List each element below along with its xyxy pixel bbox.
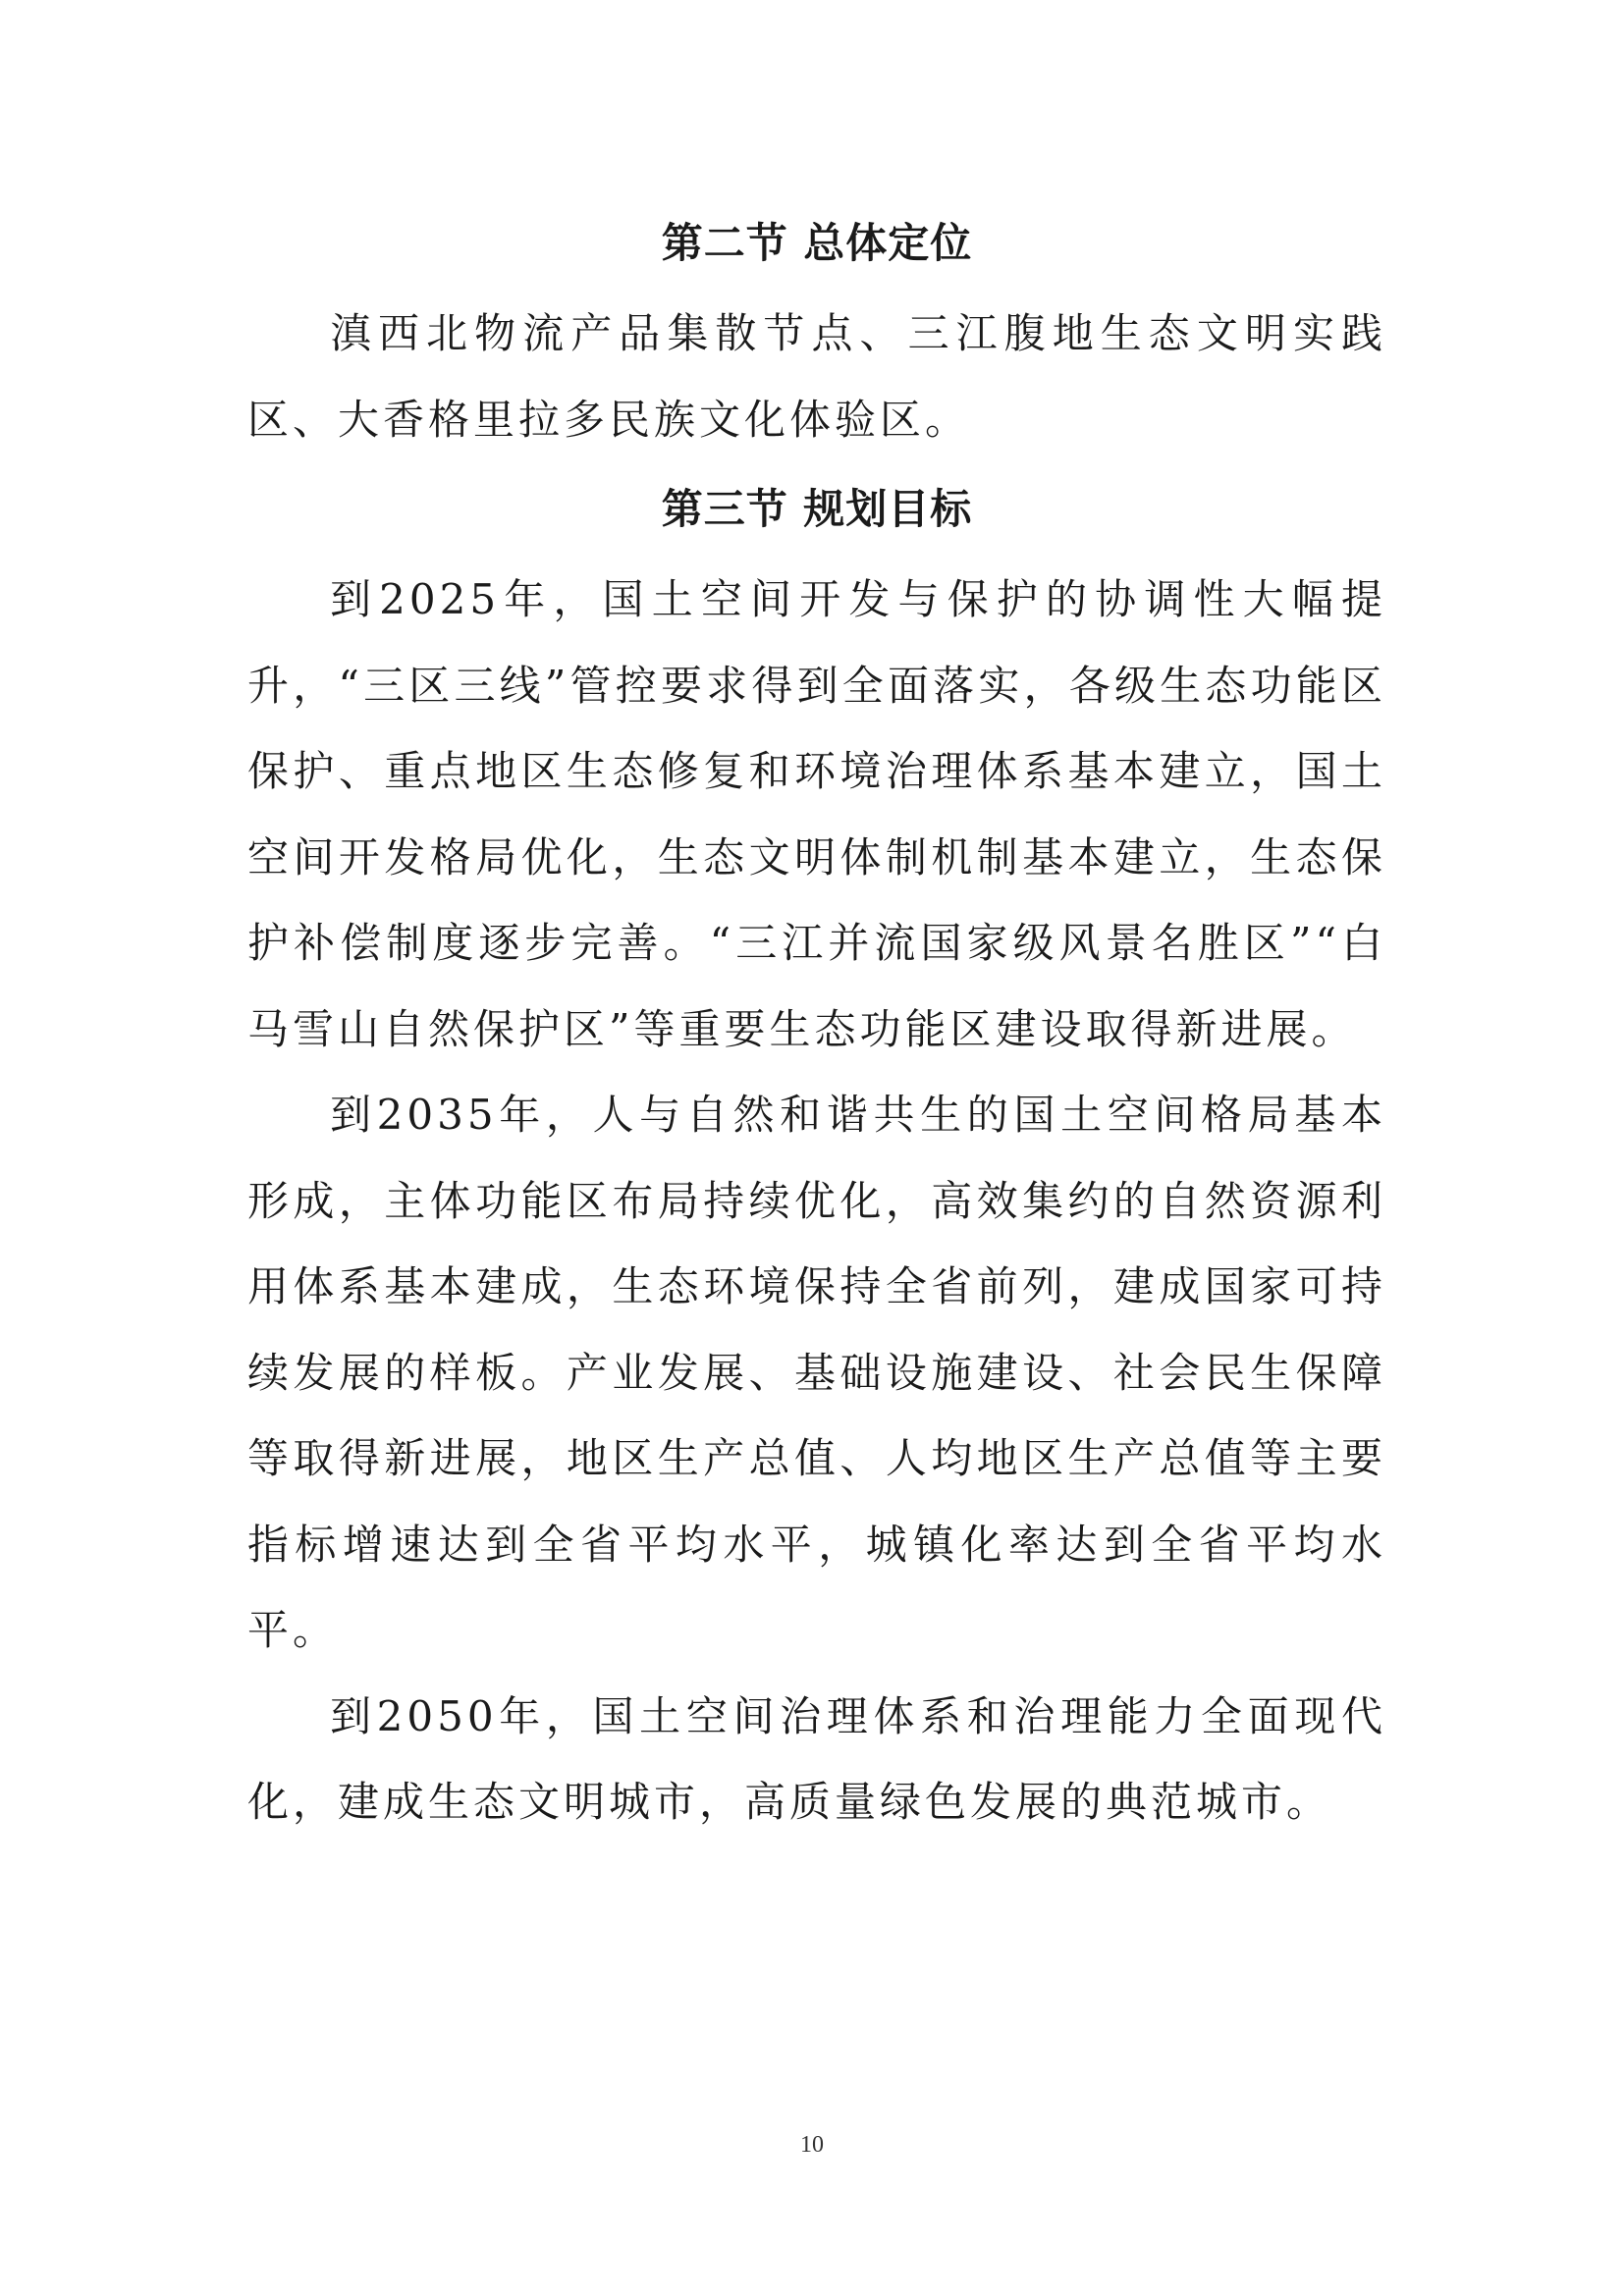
section-heading-goals: 第三节 规划目标 bbox=[661, 485, 973, 533]
paragraph-goal-2050: 到2050年，国土空间治理体系和治理能力全面现代化，建成生态文明城市，高质量绿色发展的典范城市。 bbox=[247, 1691, 1386, 1826]
paragraph-goal-2025: 到2025年，国土空间开发与保护的协调性大幅提升，“三区三线”管控要求得到全面落实，各级生态功能区保护、重点地区生态修复和环境治理体系基本建立，国土空间开发格局优化，生态文明体制机制基本建立，生态保护补偿制度逐步完善。“三江并流国家级风景名胜区”“白马雪山自然保护区”等重要生态功能区建设取得新进展。 bbox=[247, 575, 1386, 1053]
paragraph-positioning: 滇西北物流产品集散节点、三江腹地生态文明实践区、大香格里拉多民族文化体验区。 bbox=[247, 309, 1386, 444]
page-number: 10 bbox=[800, 2132, 824, 2158]
page-content bbox=[247, 196, 1386, 1845]
paragraph-goal-2035: 到2035年，人与自然和谐共生的国土空间格局基本形成，主体功能区布局持续优化，高效集约的自然资源利用体系基本建成，生态环境保持全省前列，建成国家可持续发展的样板。产业发展、基础设施建设、社会民生保障等取得新进展，地区生产总值、人均地区生产总值等主要指标增速达到全省平均水平，城镇化率达到全省平均水平。 bbox=[247, 1091, 1386, 1654]
section-heading-positioning: 第二节 总体定位 bbox=[661, 219, 973, 267]
